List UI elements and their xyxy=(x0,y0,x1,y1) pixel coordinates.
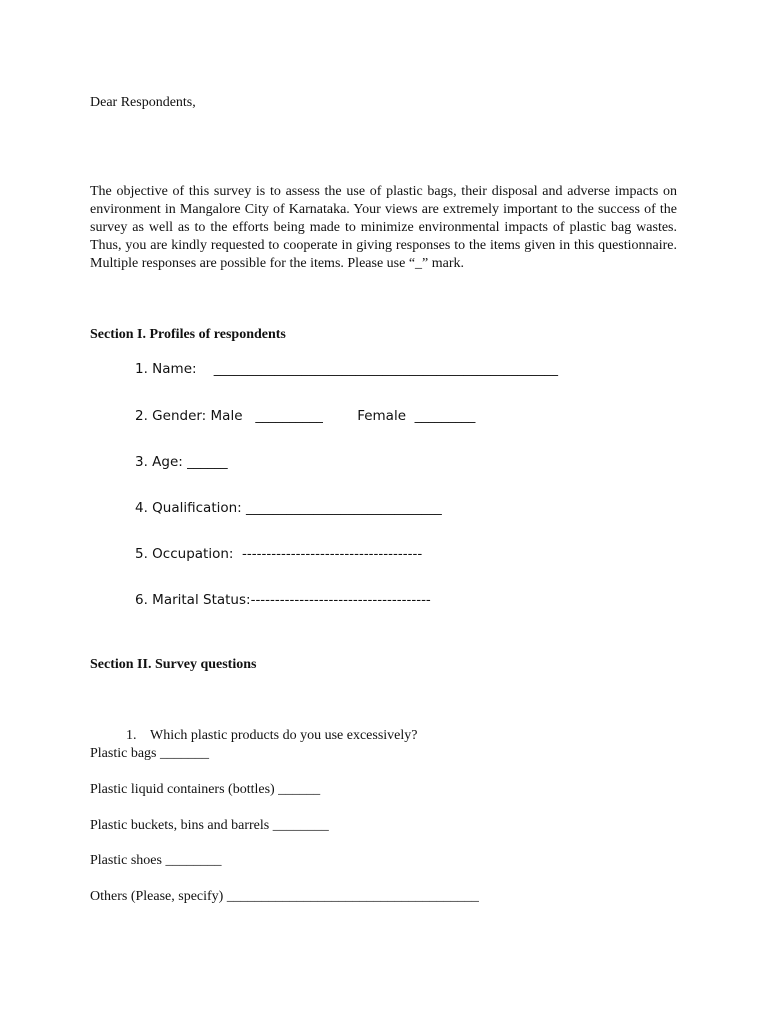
section-2-heading: Section II. Survey questions xyxy=(90,657,257,672)
qualification-field: 4. Qualification: _____________________________ xyxy=(135,500,442,516)
option-liquid-containers: Plastic liquid containers (bottles) ______ xyxy=(90,782,321,797)
option-buckets-bins-barrels: Plastic buckets, bins and barrels ________ xyxy=(90,818,329,833)
option-others: Others (Please, specify) ____________________________________ xyxy=(90,889,479,904)
intro-paragraph: The objective of this survey is to assess the use of plastic bags, their disposal and adverse impacts on environment in Mangalore City of Karnataka. Your views are extremely important to the success of the survey as well as to the efforts being made to minimize environmental impacts of plastic bag wastes. Thus, you are kindly requested to cooperate in giving responses to the items given in this questionnaire. Multiple responses are possible for the items. Please use “_” mark. xyxy=(90,184,677,271)
age-field: 3. Age: ______ xyxy=(135,454,228,470)
option-plastic-bags: Plastic bags _______ xyxy=(90,746,209,761)
occupation-field: 5. Occupation: ------------------------------------- xyxy=(135,546,423,562)
option-plastic-shoes: Plastic shoes ________ xyxy=(90,853,222,868)
section-1-heading: Section I. Profiles of respondents xyxy=(90,327,286,342)
question-1-number: 1. xyxy=(126,728,137,743)
question-1-text: Which plastic products do you use excessively? xyxy=(150,728,418,743)
marital-status-field: 6. Marital Status:------------------------------------- xyxy=(135,592,431,608)
greeting: Dear Respondents, xyxy=(90,95,196,110)
gender-field: 2. Gender: Male __________ Female _________ xyxy=(135,408,476,424)
name-field: 1. Name: ___________________________________________________ xyxy=(135,361,558,377)
